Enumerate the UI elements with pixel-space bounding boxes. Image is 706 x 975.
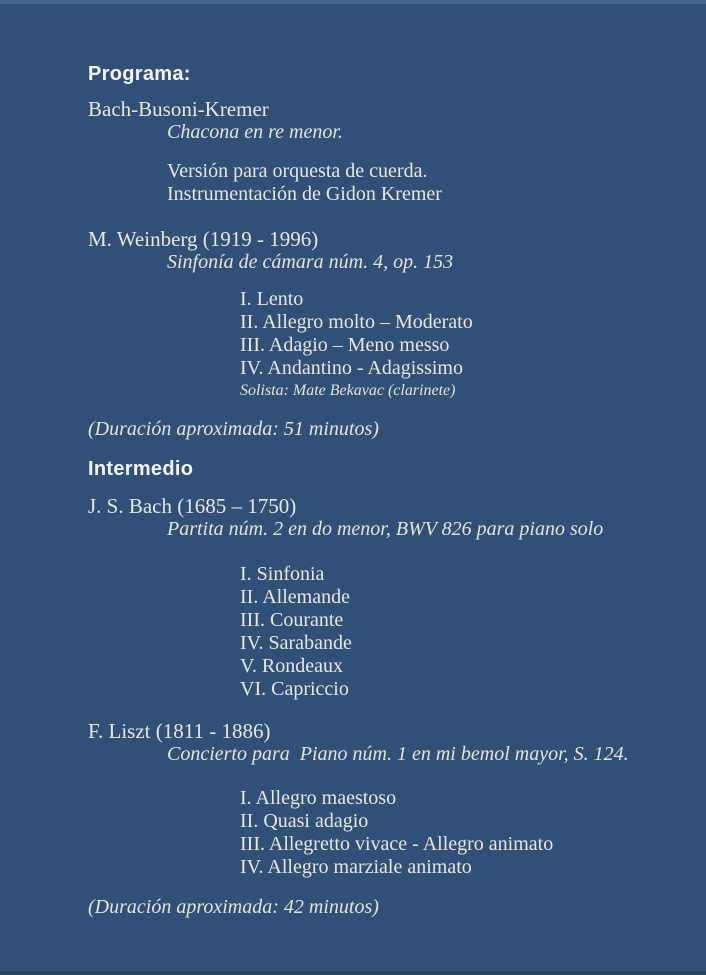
movement: III. Courante: [240, 609, 344, 631]
movement: IV. Andantino - Adagissimo: [240, 357, 463, 379]
work-note: Versión para orquesta de cuerda.: [167, 160, 428, 182]
work-title: Chacona en re menor.: [167, 121, 343, 143]
work-block-js-bach: [88, 495, 680, 701]
composer-name: Bach-Busoni-Kremer: [88, 97, 269, 121]
movement: IV. Sarabande: [240, 632, 352, 654]
soloist-note: Solista: Mate Bekavac (clarinete): [240, 382, 456, 399]
movement-list: [88, 563, 680, 701]
work-title: Concierto para Piano núm. 1 en mi bemol mayor, S. 124.: [167, 743, 629, 765]
work-block-liszt: [88, 720, 680, 879]
movement: IV. Allegro marziale animato: [240, 856, 472, 878]
movement-list: [88, 787, 680, 879]
program-heading: Programa:: [88, 63, 191, 85]
movement: I. Sinfonia: [240, 563, 325, 585]
page-edge-bottom: [0, 971, 706, 975]
movement: I. Allegro maestoso: [240, 787, 397, 809]
duration-note-second-half: (Duración aproximada: 42 minutos): [88, 896, 379, 918]
work-note: Instrumentación de Gidon Kremer: [167, 183, 442, 205]
work-block-weinberg: [88, 228, 680, 402]
work-title: Sinfonía de cámara núm. 4, op. 153: [167, 251, 454, 273]
work-notes: [88, 160, 680, 206]
work-block-bach-busoni-kremer: [88, 98, 680, 206]
movement: III. Adagio – Meno messo: [240, 334, 450, 356]
movement: II. Allemande: [240, 586, 350, 608]
movement: II. Quasi adagio: [240, 810, 369, 832]
page-edge-top: [0, 0, 706, 4]
movement-list: [88, 288, 680, 402]
composer-name: J. S. Bach (1685 – 1750): [88, 494, 297, 518]
movement: I. Lento: [240, 288, 304, 310]
duration-note-first-half: (Duración aproximada: 51 minutos): [88, 418, 379, 440]
movement: III. Allegretto vivace - Allegro animato: [240, 833, 554, 855]
composer-name: M. Weinberg (1919 - 1996): [88, 227, 319, 251]
work-title: Partita núm. 2 en do menor, BWV 826 para piano solo: [167, 518, 604, 540]
movement: II. Allegro molto – Moderato: [240, 311, 473, 333]
movement: VI. Capriccio: [240, 678, 349, 700]
intermission-heading: Intermedio: [88, 458, 194, 480]
composer-name: F. Liszt (1811 - 1886): [88, 719, 271, 743]
movement: V. Rondeaux: [240, 655, 343, 677]
program-content: [88, 62, 680, 919]
